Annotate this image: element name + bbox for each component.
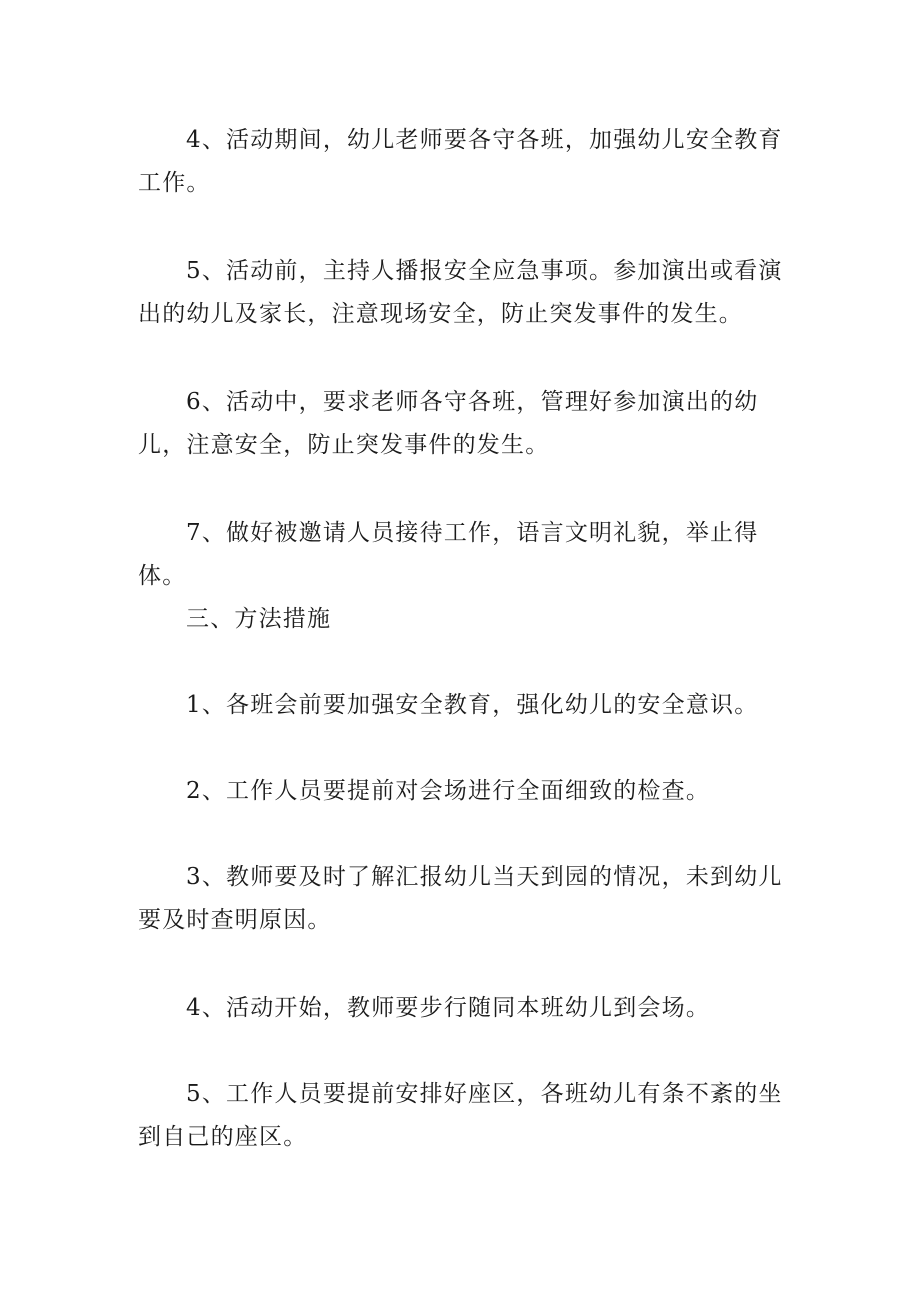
paragraph-measure-1: 1、各班会前要加强安全教育，强化幼儿的安全意识。 xyxy=(186,692,759,718)
section-heading-methods: 三、方法措施 xyxy=(186,606,332,632)
paragraph-item-7-reception: 7、做好被邀请人员接待工作，语言文明礼貌，举止得体。 xyxy=(138,520,759,589)
paragraph-item-6-during-activity: 6、活动中，要求老师各守各班，管理好参加演出的幼儿，注意安全，防止突发事件的发生。 xyxy=(138,389,759,458)
paragraph-item-5-announcement: 5、活动前，主持人播报安全应急事项。参加演出或看演出的幼儿及家长，注意现场安全，防止突发事件的发生。 xyxy=(138,258,783,327)
paragraph-item-4-duty: 4、活动期间，幼儿老师要各守各班，加强幼儿安全教育工作。 xyxy=(138,127,783,196)
paragraph-measure-3: 3、教师要及时了解汇报幼儿当天到园的情况，未到幼儿要及时查明原因。 xyxy=(138,864,783,933)
paragraph-measure-2: 2、工作人员要提前对会场进行全面细致的检查。 xyxy=(186,778,711,804)
paragraph-measure-5: 5、工作人员要提前安排好座区，各班幼儿有条不紊的坐到自己的座区。 xyxy=(138,1081,783,1150)
paragraph-measure-4: 4、活动开始，教师要步行随同本班幼儿到会场。 xyxy=(186,995,711,1021)
